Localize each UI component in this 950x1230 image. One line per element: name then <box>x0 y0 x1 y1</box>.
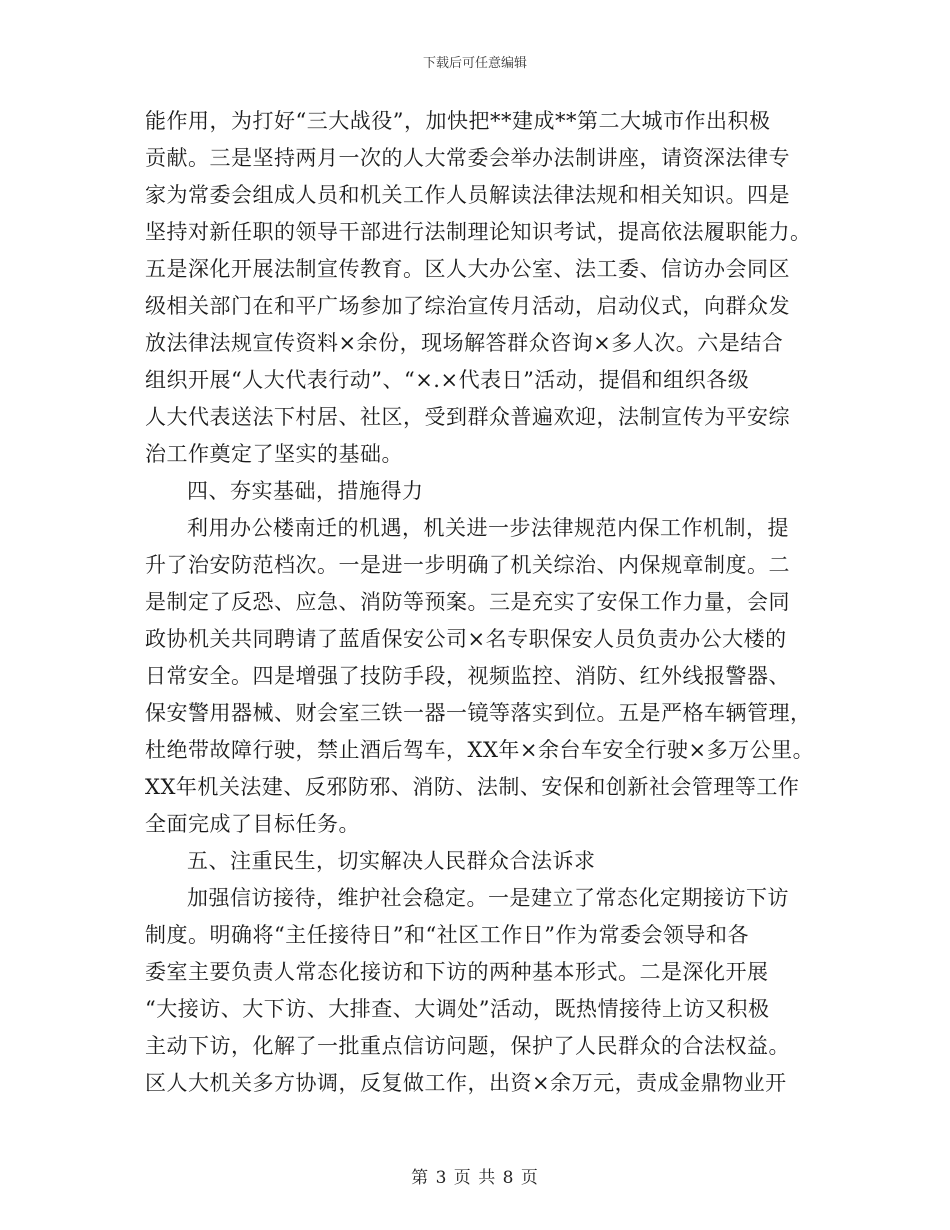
text-line: 坚持对新任职的领导干部进行法制理论知识考试，提高依法履职能力。 <box>145 220 812 244</box>
text-line: 家为常委会组成人员和机关工作人员解读法律法规和相关知识。四是 <box>145 183 790 207</box>
text-line: 五是深化开展法制宣传教育。区人大办公室、法工委、信访办会同区 <box>145 257 790 281</box>
text-line: 五、注重民生，切实解决人民群众合法诉求 <box>187 849 596 873</box>
text-line: 能作用，为打好“三大战役”，加快把**建成**第二大城市作出积极 <box>145 109 771 133</box>
text-line: 政协机关共同聘请了蓝盾保安公司×名专职保安人员负责办公大楼的 <box>145 627 787 651</box>
text-line: XX年机关法建、反邪防邪、消防、法制、安保和创新社会管理等工作 <box>145 775 800 799</box>
text-line: 级相关部门在和平广场参加了综治宣传月活动，启动仪式，向群众发 <box>145 294 790 318</box>
text-line: 保安警用器械、财会室三铁一器一镜等落实到位。五是严格车辆管理， <box>145 701 812 725</box>
text-line: 主动下访，化解了一批重点信访问题，保护了人民群众的合法权益。 <box>145 1034 790 1058</box>
text-line: “大接访、大下访、大排查、大调处”活动，既热情接待上访又积极 <box>145 997 770 1021</box>
text-line: 加强信访接待，维护社会稳定。一是建立了常态化定期接访下访 <box>187 886 789 910</box>
text-line: 全面完成了目标任务。 <box>145 812 360 836</box>
text-line: 四、夯实基础，措施得力 <box>187 479 424 503</box>
text-line: 组织开展“人大代表行动”、“×.×代表日”活动，提倡和组织各级 <box>145 368 750 392</box>
text-line: 杜绝带故障行驶，禁止酒后驾车，XX年×余台车安全行驶×多万公里。 <box>145 738 815 762</box>
text-line: 是制定了反恐、应急、消防等预案。三是充实了安保工作力量，会同 <box>145 590 790 614</box>
page-number-footer: 第 3 页 共 8 页 <box>411 1168 539 1188</box>
document-body <box>145 103 815 1102</box>
text-line: 日常安全。四是增强了技防手段，视频监控、消防、红外线报警器、 <box>145 664 790 688</box>
text-line: 放法律法规宣传资料×余份，现场解答群众咨询×多人次。六是结合 <box>145 331 784 355</box>
text-line: 人大代表送法下村居、社区，受到群众普遍欢迎，法制宣传为平安综 <box>145 405 790 429</box>
text-line: 贡献。三是坚持两月一次的人大常委会举办法制讲座，请资深法律专 <box>145 146 790 170</box>
text-line: 区人大机关多方协调，反复做工作，出资×余万元，责成金鼎物业开 <box>145 1071 787 1095</box>
text-line: 委室主要负责人常态化接访和下访的两种基本形式。二是深化开展 <box>145 960 769 984</box>
text-line: 利用办公楼南迁的机遇，机关进一步法律规范内保工作机制，提 <box>187 516 789 540</box>
text-line: 治工作奠定了坚实的基础。 <box>145 442 403 466</box>
page-header: 下载后可任意编辑 <box>422 56 527 71</box>
text-line: 升了治安防范档次。一是进一步明确了机关综治、内保规章制度。二 <box>145 553 790 577</box>
text-line: 制度。明确将“主任接待日”和“社区工作日”作为常委会领导和各 <box>145 923 749 947</box>
